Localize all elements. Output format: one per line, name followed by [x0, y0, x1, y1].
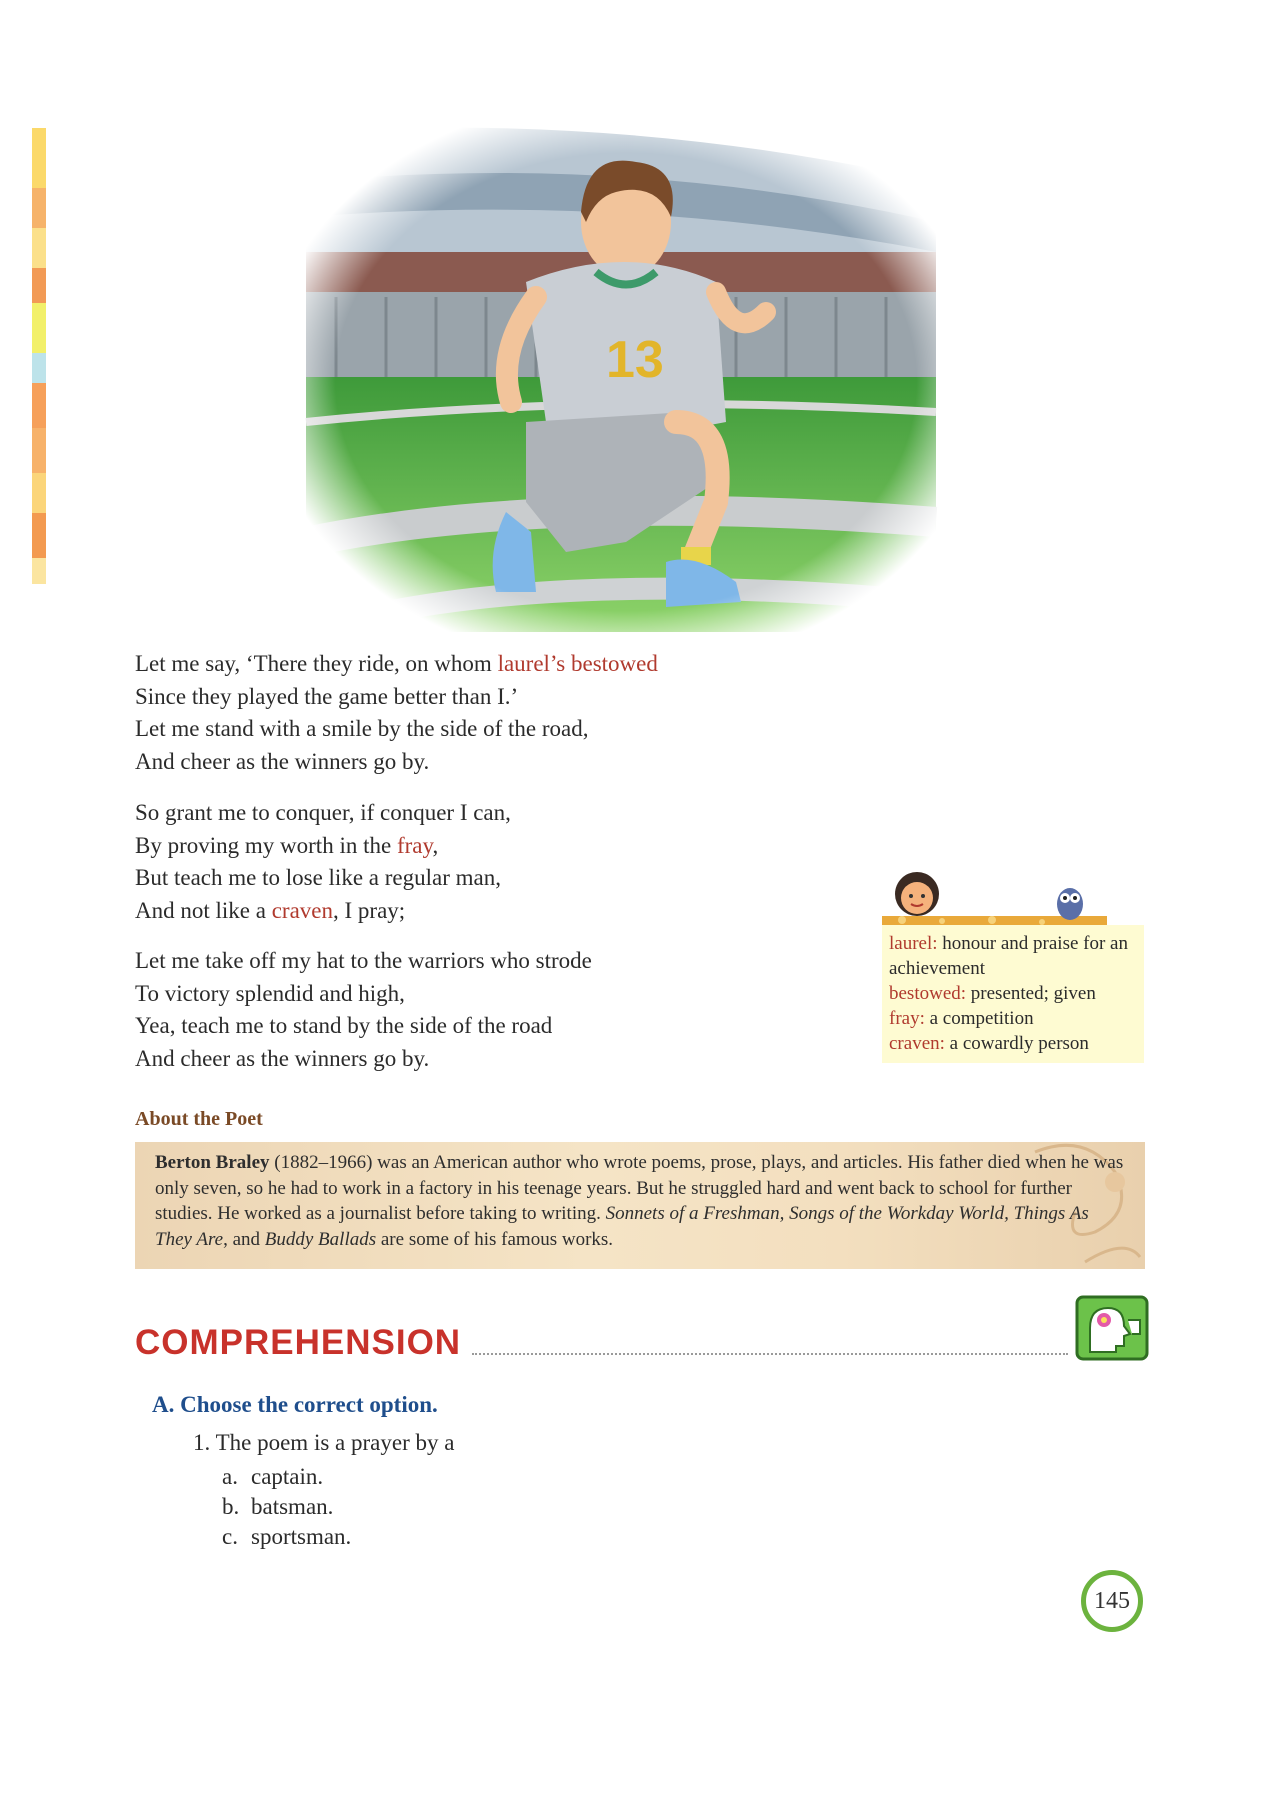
- section-a-heading: A. Choose the correct option.: [152, 1392, 438, 1417]
- poem-line: And cheer as the winners go by.: [135, 748, 430, 774]
- glossed-word: fray: [396, 832, 433, 858]
- poem-stanza-1: [135, 648, 658, 778]
- page-number: 145: [1081, 1570, 1143, 1632]
- poet-name: Berton Braley: [155, 1152, 270, 1173]
- glossed-word: laurel’s bestowed: [497, 651, 658, 676]
- options-list: [222, 1462, 351, 1552]
- poem-line: Let me stand with a smile by the side of the road,: [135, 716, 589, 741]
- poem-line: But teach me to lose like a regular man,: [135, 865, 501, 890]
- about-poet-box: [135, 1142, 1145, 1269]
- glossary-entry: laurel: honour and praise for an achievement: [889, 933, 1128, 979]
- about-poet-text: Berton Braley (1882–1966) was an American author who wrote poems, prose, plays, and articles. His father died when he was only seven, so he had to work in a factory in his teenage years. But he struggled hard and went back to school for further studies. He worked as a journalist before taking to writing. Sonnets of a Freshman, Songs of the Workday World, Things As They Are, and Buddy Ballads are some of his famous works.: [155, 1152, 1124, 1250]
- question-1: 1. The poem is a prayer by a: [193, 1430, 455, 1455]
- glossary-header-art: [882, 868, 1107, 928]
- about-poet-heading: About the Poet: [135, 1108, 263, 1130]
- glossary-entry: craven: a cowardly person: [889, 1033, 1089, 1054]
- poem-line: Let me say, ‘There they ride, on whom laurel’s bestowed: [135, 651, 658, 676]
- glossed-word: craven: [271, 897, 333, 923]
- glossary-box: [882, 925, 1144, 1063]
- poem-stanza-2: [135, 797, 511, 927]
- thinking-head-icon: [1074, 1294, 1150, 1362]
- poem-line: Yea, teach me to stand by the side of the road: [135, 1013, 553, 1038]
- poem-line: So grant me to conquer, if conquer I can,: [135, 800, 511, 825]
- comprehension-heading: COMPREHENSION: [135, 1323, 462, 1362]
- poem-line: Since they played the game better than I.’: [135, 683, 519, 709]
- poem-line: And not like a craven, I pray;: [135, 897, 406, 923]
- poet-works: Sonnets of a Freshman, Songs of the Workday World, Things As They Are: [155, 1203, 1089, 1250]
- poem-line: By proving my worth in the fray,: [135, 832, 439, 858]
- poem-line: And cheer as the winners go by.: [135, 1045, 430, 1071]
- heading-dotted-rule: [472, 1353, 1068, 1355]
- option-c: c. sportsman.: [222, 1524, 352, 1549]
- option-b: b. batsman.: [222, 1494, 334, 1519]
- poem-stanza-3: [135, 945, 592, 1075]
- glossary-entry: fray: a competition: [889, 1008, 1034, 1029]
- option-a: a. captain.: [222, 1464, 324, 1489]
- kneeling-athlete-illustration: [296, 122, 956, 642]
- poet-works: Buddy Ballads: [264, 1228, 377, 1250]
- poem-line: To victory splendid and high,: [135, 980, 405, 1006]
- poem-line: Let me take off my hat to the warriors who strode: [135, 948, 592, 973]
- decorative-edge-strip: [32, 128, 46, 584]
- glossary-entry: bestowed: presented; given: [889, 983, 1096, 1004]
